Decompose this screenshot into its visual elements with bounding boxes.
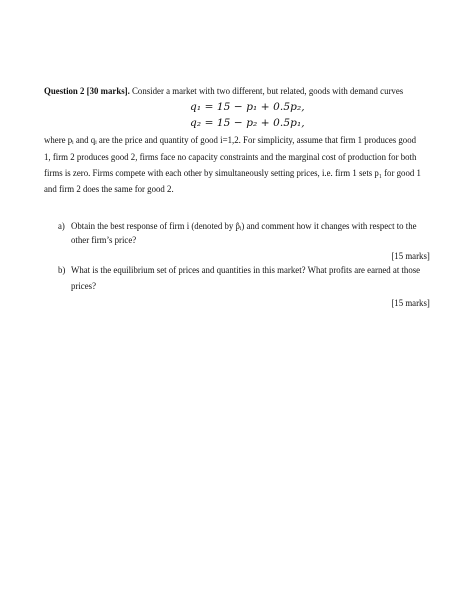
body-line-1: where pᵢ and qᵢ are the price and quantity of good i=1,2. For simplicity, assume that firm 1 produces good [44, 135, 417, 146]
part-b-line-1: What is the equilibrium set of prices and quantities in this market? What profits are earned at those [71, 265, 421, 276]
demand-equation-1: q₁ = 15 − p₁ + 0.5p₂, [190, 101, 305, 113]
question-heading: Question 2 [30 marks]. [44, 86, 130, 97]
part-b-line-2: prices? [71, 281, 96, 292]
question-intro [44, 86, 405, 98]
part-a-marks: [15 marks] [391, 251, 430, 262]
body-line-3: firms is zero. Firms compete with each other by simultaneously setting prices, i.e. firm 1 sets p₁ for good 1 [44, 168, 421, 179]
body-line-2: 1, firm 2 produces good 2, firms face no capacity constraints and the marginal cost of production for both [44, 152, 417, 163]
demand-equation-2: q₂ = 15 − p₂ + 0.5p₁, [190, 117, 305, 129]
part-b-marks: [15 marks] [391, 298, 430, 309]
part-a-line-2: other firm’s price? [71, 235, 137, 246]
body-line-4: and firm 2 does the same for good 2. [44, 184, 174, 195]
question-intro-text: Consider a market with two different, but related, goods with demand curves [129, 86, 404, 97]
part-a-label: a) [58, 221, 65, 232]
part-b-label: b) [58, 265, 66, 276]
part-a-line-1: Obtain the best response of firm i (denoted by p̂ᵢ) and comment how it changes with respect to the [71, 221, 417, 232]
